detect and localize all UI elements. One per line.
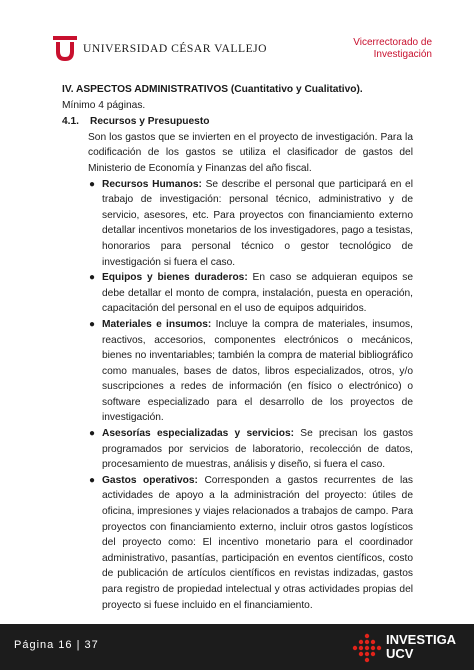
- item-term: Asesorías especializadas y servicios:: [102, 428, 295, 440]
- list-item: [88, 177, 413, 271]
- item-term: Materiales e insumos:: [102, 318, 212, 330]
- investiga-ucv-logo: [352, 631, 462, 665]
- page-footer: [0, 624, 474, 670]
- item-text: En caso se adquieran equipos se debe detallar el monto de compra, instalación, puesta en operación, capacitación del personal en el uso de equipos adquiridos.: [102, 272, 414, 315]
- vicerrectorado-line-2: Investigación: [373, 49, 432, 60]
- item-text: Corresponden a gastos recurrentes de las actividades de apoyo a la administración del proyecto: útiles de oficina, impresiones y viajes relacionados a trabajos de campo. Para proyectos con financiamiento externo, incluir otros gastos logísticos del proyecto como: El incentivo monetario para el coordinador administrativo, pasantías, participación en eventos científicos, costo de publicación de artículos científicos en revistas indizadas, gastos para registro de propiedad intelectual y otras actividades propias del proyecto si fuese incluido en el financiamiento.: [102, 474, 414, 611]
- dots-logo-icon: [352, 633, 382, 663]
- bullet-icon: ●: [89, 178, 96, 190]
- vicerrectorado-line-1: Vicerrectorado de: [353, 37, 432, 48]
- item-term: Gastos operativos:: [102, 474, 198, 486]
- page-header: [0, 0, 474, 80]
- university-name: UNIVERSIDAD CÉSAR VALLEJO: [83, 42, 268, 55]
- min-pages-note: Mínimo 4 páginas.: [62, 99, 146, 111]
- item-text: Incluye la compra de materiales, insumos, reactivos, accesorios, componentes electrónicos o mecánicos, bienes no inventariables; también la compra de material bibliográfico como manuales, bases de datos, libros especializados, otros, y/o suscripciones a redes de información (en físico o electrónico) o software especializado para el desarrollo de los proyectos de investigación.: [102, 318, 413, 424]
- logo-line-1: INVESTIGA: [386, 632, 457, 647]
- bullet-icon: ●: [89, 318, 96, 330]
- page-number: Página 16 | 37: [14, 639, 99, 651]
- ucv-logo-icon: [52, 34, 78, 62]
- item-text: Se precisan los gastos programados por servicios de laboratorio, recolección de datos, procesamiento de muestras, análisis y diseño, si fuera el caso.: [102, 428, 414, 471]
- list-item: [88, 270, 413, 317]
- vicerrectorado-label: [353, 37, 432, 61]
- resource-list: [88, 177, 413, 614]
- bullet-icon: ●: [89, 474, 96, 486]
- investiga-ucv-text: [386, 633, 456, 661]
- document-body: [62, 82, 413, 613]
- intro-paragraph: Son los gastos que se invierten en el proyecto de investigación. Para la codificación de los gastos se utiliza el clasificador de gastos del Ministerio de Economía y Finanzas del año fiscal.: [88, 131, 413, 174]
- subsection-number: 4.1.: [62, 116, 79, 128]
- section-title: IV. ASPECTOS ADMINISTRATIVOS (Cuantitativo y Cualitativo).: [62, 84, 363, 95]
- subsection-heading: [62, 114, 413, 130]
- list-item: [88, 473, 413, 613]
- item-text: Se describe el personal que participará en el trabajo de investigación: personal técnico, administrativo y de servicio, asesores, etc. Para proyectos con financiamiento externo detallar incentivos monetarios de los investigadores, pago a tesistas, honorarios para personal técnico o gestor tecnológico de investigación si fuera el caso.: [102, 178, 413, 268]
- subsection-title: Recursos y Presupuesto: [90, 116, 210, 128]
- bullet-icon: ●: [89, 428, 96, 440]
- item-term: Equipos y bienes duraderos:: [102, 272, 248, 284]
- list-item: [88, 426, 413, 473]
- list-item: [88, 317, 413, 426]
- bullet-icon: ●: [89, 272, 96, 284]
- logo-line-2: UCV: [386, 646, 414, 661]
- item-term: Recursos Humanos:: [102, 178, 202, 190]
